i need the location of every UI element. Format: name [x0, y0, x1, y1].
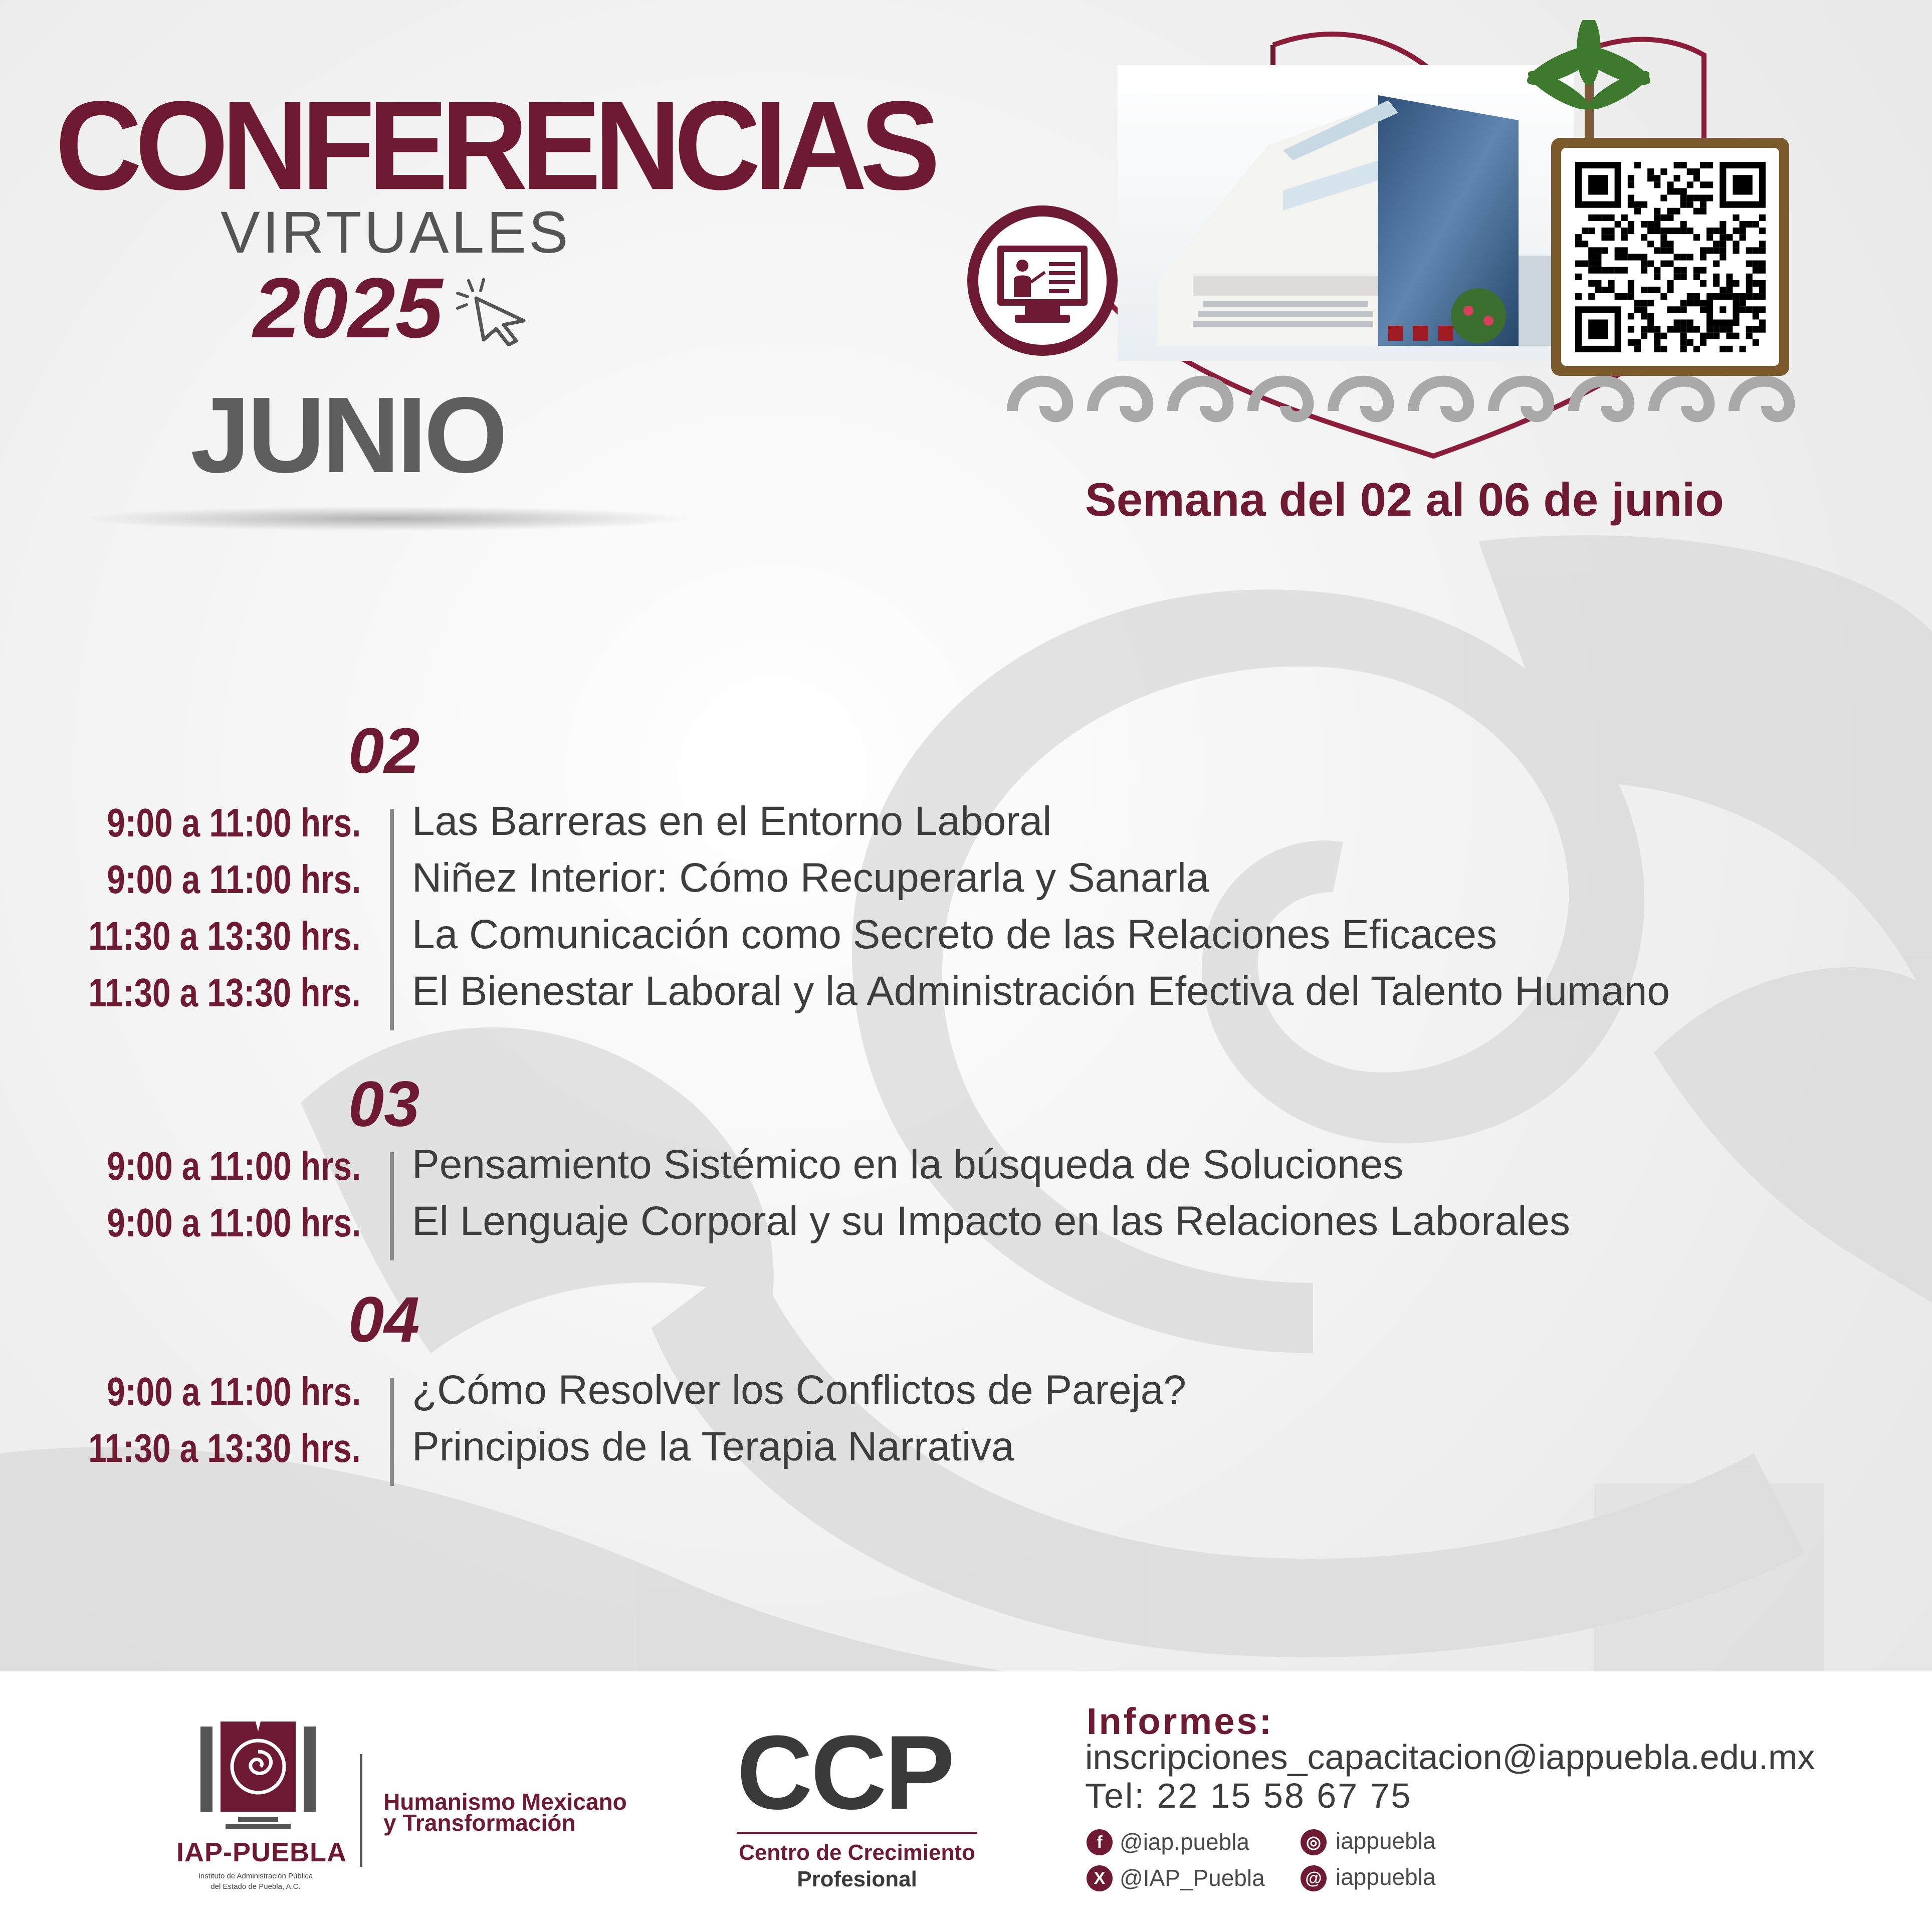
day-heading: 04	[348, 1284, 420, 1356]
title-underline-shadow	[80, 506, 697, 531]
slogan-line2: y Transformación	[383, 1810, 576, 1836]
slogan-line1: Humanismo Mexicano	[383, 1789, 627, 1815]
presentation-badge	[967, 205, 1118, 356]
qr-frame	[1551, 138, 1789, 376]
session-row	[0, 1422, 1932, 1478]
session-title: El Lenguaje Corporal y su Impacto en las Relaciones Laborales	[412, 1198, 1571, 1244]
session-time: 9:00 a 11:00 hrs.	[107, 1144, 361, 1188]
ccp-name-line2: Profesional	[797, 1867, 917, 1891]
instagram-handle: iappuebla	[1336, 1828, 1436, 1854]
contact-email[interactable]: inscripciones_capacitacion@iappuebla.edu.mx	[1085, 1738, 1815, 1777]
ccp-name-line1: Centro de Crecimiento	[739, 1840, 975, 1865]
session-row	[0, 1140, 1932, 1196]
threads-handle: iappuebla	[1336, 1864, 1436, 1890]
week-label: Semana del 02 al 06 de junio	[1085, 473, 1724, 526]
session-time: 9:00 a 11:00 hrs.	[107, 1369, 361, 1414]
session-time: 9:00 a 11:00 hrs.	[107, 800, 361, 845]
title-conferencias: CONFERENCIAS	[55, 75, 934, 216]
iap-subtitle-line2: del Estado de Puebla, A.C.	[210, 1882, 301, 1891]
session-title: Las Barreras en el Entorno Laboral	[412, 798, 1052, 844]
subtitle-virtuales: VIRTUALES	[221, 199, 571, 266]
session-time: 9:00 a 11:00 hrs.	[107, 857, 361, 902]
session-time: 11:30 a 13:30 hrs.	[88, 1426, 361, 1470]
session-row	[0, 1366, 1932, 1422]
session-row	[0, 1197, 1932, 1253]
ccp-underline	[737, 1832, 977, 1834]
session-time: 11:30 a 13:30 hrs.	[88, 914, 361, 958]
session-time: 9:00 a 11:00 hrs.	[107, 1200, 361, 1245]
contact-phone[interactable]: Tel: 22 15 58 67 75	[1085, 1776, 1412, 1815]
iap-crest-icon	[190, 1716, 326, 1832]
session-title: La Comunicación como Secreto de las Relaciones Eficaces	[412, 912, 1497, 957]
ccp-logo: CCP	[737, 1713, 953, 1831]
session-title: Niñez Interior: Cómo Recuperarla y Sanarla	[412, 855, 1209, 901]
facebook-icon: f	[1087, 1829, 1113, 1855]
footer-divider	[360, 1754, 362, 1867]
qr-code[interactable]	[1575, 162, 1766, 352]
building-photo	[1118, 65, 1574, 361]
session-title: ¿Cómo Resolver los Conflictos de Pareja?	[412, 1367, 1186, 1413]
month-label: JUNIO	[190, 374, 505, 495]
year-label: 2025	[253, 261, 443, 356]
informes-label: Informes:	[1087, 1700, 1274, 1742]
day-heading: 02	[348, 715, 420, 787]
cursor-click-icon	[454, 276, 539, 346]
session-row	[0, 853, 1932, 910]
session-title: Pensamiento Sistémico en la búsqueda de Soluciones	[412, 1142, 1404, 1187]
threads-icon: @	[1301, 1865, 1327, 1891]
facebook-handle: @iap.puebla	[1120, 1829, 1249, 1855]
session-time: 11:30 a 13:30 hrs.	[88, 970, 361, 1015]
day-heading: 03	[348, 1068, 420, 1140]
session-row	[0, 910, 1932, 966]
session-row	[0, 967, 1932, 1023]
presentation-monitor-icon	[995, 243, 1090, 328]
background-swirl-pattern	[0, 501, 1932, 1704]
iap-subtitle-line1: Instituto de Administración Pública	[198, 1872, 313, 1880]
session-row	[0, 797, 1932, 853]
x-icon: X	[1087, 1865, 1113, 1891]
x-handle: @IAP_Puebla	[1120, 1865, 1265, 1891]
iap-name: IAP-PUEBLA	[176, 1837, 347, 1867]
instagram-icon: ◎	[1301, 1829, 1327, 1855]
session-title: Principios de la Terapia Narrativa	[412, 1424, 1014, 1469]
session-title: El Bienestar Laboral y la Administración Efectiva del Talento Humano	[412, 968, 1670, 1014]
